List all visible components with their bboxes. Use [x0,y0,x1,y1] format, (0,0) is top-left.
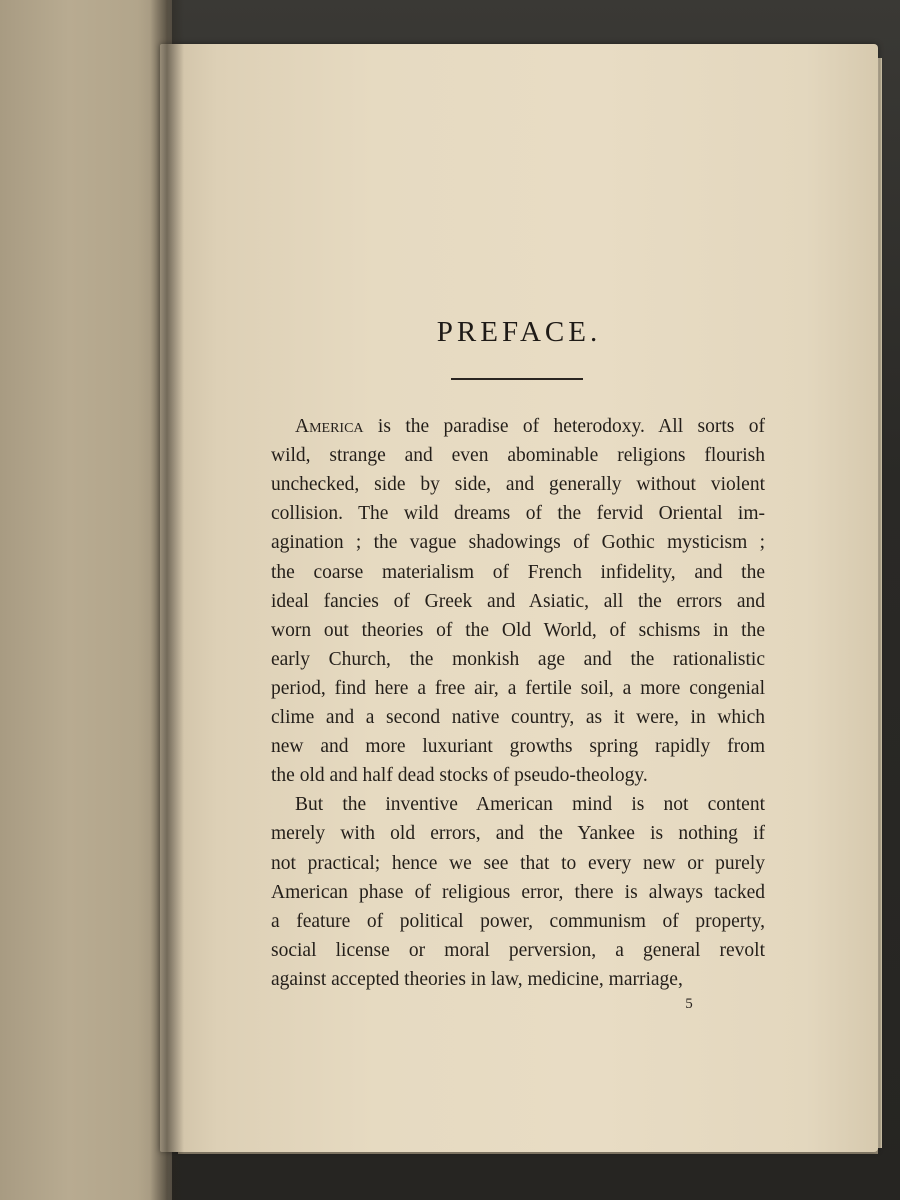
page-title: PREFACE. [436,316,602,348]
text-line: agination ; the vague shadowings of Gothic mysticism ; [271,532,765,553]
text-line: unchecked, side by side, and generally without violent [271,474,765,495]
text-line: merely with old errors, and the Yankee is nothing if [271,823,765,844]
text-line: wild, strange and even abominable religions flourish [271,445,765,466]
text-line: clime and a second native country, as it were, in which [271,707,765,728]
text-line: new and more luxuriant growths spring rapidly from [271,736,765,757]
text-line: not practical; hence we see that to every new or purely [271,853,765,874]
text-line: American phase of religious error, there is always tacked [271,882,765,903]
facing-page-left [0,0,172,1200]
text-line: social license or moral perversion, a general revolt [271,940,765,961]
page-number: 5 [685,996,693,1012]
text-line: against accepted theories in law, medicine, marriage, [271,969,683,990]
text-line: collision. The wild dreams of the fervid Oriental im- [271,503,765,524]
text-line: a feature of political power, communism of property, [271,911,765,932]
text-line: period, find here a free air, a fertile soil, a more congenial [271,678,765,699]
text-line: America is the paradise of heterodoxy. All sorts of [295,416,765,437]
book-gutter [150,0,184,1200]
text-line: the old and half dead stocks of pseudo-theology. [271,765,648,786]
text-line: early Church, the monkish age and the rationalistic [271,649,765,670]
text-line: But the inventive American mind is not content [295,794,765,815]
text-line: the coarse materialism of French infidelity, and the [271,562,765,583]
text-line: ideal fancies of Greek and Asiatic, all the errors and [271,591,765,612]
opening-word: America [295,416,364,437]
text-line: worn out theories of the Old World, of schisms in the [271,620,765,641]
title-rule [451,378,583,380]
